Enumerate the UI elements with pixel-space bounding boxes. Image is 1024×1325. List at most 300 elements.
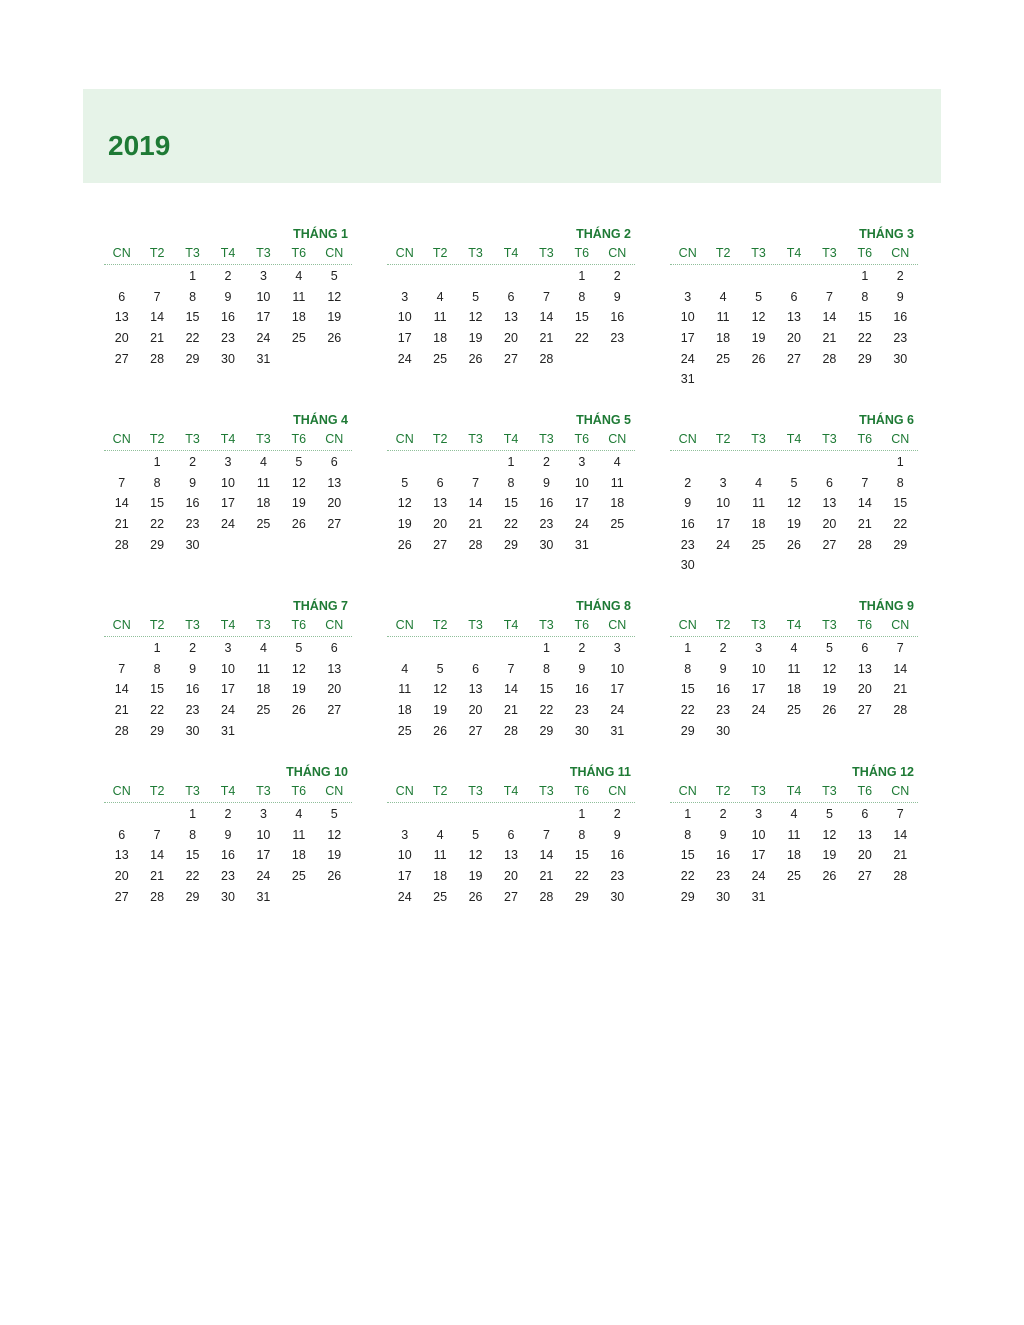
day-cell: 4 <box>436 827 444 842</box>
day-cell: 5 <box>755 289 763 304</box>
day-cell: 23 <box>185 517 200 532</box>
day-cell: 23 <box>539 517 554 532</box>
day-cell: 12 <box>397 496 412 511</box>
day-cell: 14 <box>822 310 837 325</box>
month-calendar <box>387 764 635 907</box>
day-cell: 2 <box>719 641 727 655</box>
month-calendar <box>670 412 918 576</box>
day-cell: 18 <box>256 496 271 511</box>
day-cell: 9 <box>224 289 232 304</box>
day-cell: 6 <box>472 661 480 676</box>
day-cell: 29 <box>504 537 518 552</box>
weekday-header <box>670 616 918 637</box>
day-cell: 4 <box>259 641 267 655</box>
day-cell: 8 <box>507 475 515 490</box>
day-cell: 15 <box>893 496 908 511</box>
day-cell: 9 <box>189 661 197 676</box>
month-title: THÁNG 11 <box>569 765 631 779</box>
day-cell: 26 <box>291 703 306 718</box>
day-cell: 24 <box>680 351 695 366</box>
day-cell: 12 <box>468 310 483 325</box>
day-cell: 11 <box>398 682 412 697</box>
day-cell: 16 <box>185 496 200 511</box>
day-cell: 5 <box>472 289 480 304</box>
day-cell: 6 <box>507 827 515 842</box>
day-cell: 1 <box>153 641 161 655</box>
weekday-label: T3 <box>751 784 766 798</box>
day-cell: 8 <box>189 827 197 842</box>
month-calendar <box>670 598 918 741</box>
empty-day-cell <box>422 804 457 825</box>
weekday-label: CN <box>608 618 627 632</box>
weekday-label: T2 <box>149 784 165 798</box>
day-cell: 16 <box>574 682 589 697</box>
day-cell: 30 <box>221 351 235 366</box>
day-cell: 17 <box>256 848 271 863</box>
day-cell: 13 <box>327 661 342 676</box>
day-cell: 11 <box>433 310 447 325</box>
day-cell: 26 <box>327 331 342 346</box>
day-cell: 12 <box>327 289 342 304</box>
day-cell: 12 <box>822 661 837 676</box>
day-cell: 12 <box>787 496 801 511</box>
month-calendar <box>104 226 352 369</box>
weekday-label: T6 <box>857 246 873 260</box>
day-cell: 9 <box>719 661 727 676</box>
day-cell: 13 <box>787 310 801 325</box>
day-cell: 16 <box>716 848 731 863</box>
day-cell: 15 <box>857 310 872 325</box>
day-cell: 15 <box>680 682 695 697</box>
day-cell: 2 <box>613 269 621 283</box>
day-cell: 23 <box>680 537 695 552</box>
day-cell: 5 <box>295 455 303 469</box>
day-cell: 27 <box>504 351 518 366</box>
day-cell: 17 <box>751 848 766 863</box>
day-cell: 14 <box>504 682 518 697</box>
day-cell: 30 <box>610 889 625 904</box>
day-cell: 9 <box>224 827 232 842</box>
day-cell: 17 <box>751 682 766 697</box>
day-cell: 15 <box>504 496 518 511</box>
weekday-label: T3 <box>751 246 766 260</box>
day-cell: 1 <box>684 807 692 821</box>
day-cell: 23 <box>610 331 625 346</box>
day-cell: 22 <box>893 517 908 532</box>
day-cell: 20 <box>114 331 129 346</box>
day-cell: 3 <box>719 475 727 490</box>
weekday-label: CN <box>891 432 910 446</box>
weekday-label: T4 <box>503 432 519 446</box>
day-cell: 16 <box>680 517 695 532</box>
day-cell: 31 <box>256 351 271 366</box>
day-cell: 8 <box>684 661 692 676</box>
empty-day-cell <box>422 452 457 473</box>
empty-day-cell <box>104 452 139 473</box>
day-cell: 20 <box>787 331 801 346</box>
day-cell: 4 <box>401 661 409 676</box>
day-cell: 25 <box>751 537 766 552</box>
weekday-label: T2 <box>715 784 731 798</box>
day-cell: 14 <box>539 310 554 325</box>
weekday-header <box>104 430 352 451</box>
weekday-label: T2 <box>715 246 731 260</box>
day-cell: 26 <box>327 869 342 884</box>
day-cell: 1 <box>542 641 550 655</box>
day-cell: 23 <box>185 703 200 718</box>
day-cell: 7 <box>507 661 515 676</box>
day-cell: 1 <box>189 807 197 821</box>
day-cell: 22 <box>504 517 518 532</box>
day-cell: 2 <box>189 455 197 469</box>
day-cell: 30 <box>716 723 731 738</box>
weekday-header <box>104 616 352 637</box>
day-cell: 14 <box>893 827 908 842</box>
day-cell: 31 <box>574 537 589 552</box>
day-cell: 7 <box>896 807 904 821</box>
day-cell: 7 <box>153 289 161 304</box>
weekday-label: T3 <box>539 784 554 798</box>
day-cell: 1 <box>507 455 515 469</box>
day-cell: 1 <box>578 807 586 821</box>
day-cell: 24 <box>751 869 766 884</box>
day-cell: 13 <box>857 827 872 842</box>
day-cell: 3 <box>401 827 409 842</box>
weekday-label: T6 <box>574 432 590 446</box>
day-cell: 17 <box>221 682 235 697</box>
day-cell: 15 <box>574 848 589 863</box>
day-cell: 27 <box>433 537 448 552</box>
day-cell: 6 <box>118 289 126 304</box>
day-cell: 23 <box>893 331 908 346</box>
day-cell: 8 <box>896 475 904 490</box>
weekday-header <box>670 430 918 451</box>
day-cell: 30 <box>680 558 695 573</box>
weekday-header <box>387 782 635 803</box>
day-cell: 15 <box>574 310 589 325</box>
weekday-label: T3 <box>822 432 837 446</box>
day-cell: 19 <box>291 496 306 511</box>
day-cell: 28 <box>857 537 872 552</box>
day-cell: 18 <box>787 848 801 863</box>
weekday-label: T2 <box>715 618 731 632</box>
empty-day-cell <box>493 266 528 287</box>
weekday-label: CN <box>325 432 344 446</box>
month-title: THÁNG 10 <box>286 765 348 779</box>
day-cell: 7 <box>153 827 161 842</box>
weekday-label: CN <box>678 784 697 798</box>
day-cell: 4 <box>719 289 727 304</box>
month-calendar <box>104 764 352 907</box>
day-cell: 30 <box>185 537 200 552</box>
day-cell: 11 <box>433 848 447 863</box>
day-cell: 25 <box>787 703 801 718</box>
day-cell: 11 <box>787 827 801 842</box>
day-cell: 14 <box>150 310 165 325</box>
weekday-label: T3 <box>751 432 766 446</box>
day-cell: 5 <box>825 807 833 821</box>
weekday-label: T4 <box>220 784 236 798</box>
day-cell: 1 <box>189 269 197 283</box>
day-cell: 3 <box>224 641 232 655</box>
weekday-label: T3 <box>822 784 837 798</box>
weekday-label: CN <box>325 784 344 798</box>
weekday-label: T3 <box>185 246 200 260</box>
day-cell: 11 <box>716 310 730 325</box>
empty-day-cell <box>493 804 528 825</box>
day-cell: 28 <box>539 351 554 366</box>
weekday-label: T3 <box>468 246 483 260</box>
day-cell: 11 <box>752 496 766 511</box>
day-cell: 24 <box>574 517 589 532</box>
day-cell: 26 <box>822 703 837 718</box>
day-cell: 20 <box>857 848 872 863</box>
empty-day-cell <box>387 452 422 473</box>
day-cell: 22 <box>150 517 165 532</box>
day-cell: 23 <box>574 703 589 718</box>
weekday-label: CN <box>608 246 627 260</box>
weekday-label: T6 <box>291 618 307 632</box>
day-cell: 24 <box>751 703 766 718</box>
weekday-label: T3 <box>185 618 200 632</box>
empty-day-cell <box>387 638 422 659</box>
weekday-label: CN <box>608 784 627 798</box>
weekday-label: T4 <box>503 246 519 260</box>
weekday-label: T2 <box>432 784 448 798</box>
day-cell: 30 <box>574 723 589 738</box>
weekday-label: T6 <box>291 784 307 798</box>
day-cell: 27 <box>857 703 872 718</box>
day-cell: 27 <box>327 517 342 532</box>
empty-day-cell <box>776 266 811 287</box>
day-cell: 24 <box>221 703 235 718</box>
weekday-label: CN <box>112 432 131 446</box>
month-title: THÁNG 1 <box>293 227 348 241</box>
day-cell: 20 <box>468 703 483 718</box>
day-cell: 26 <box>468 889 483 904</box>
day-cell: 14 <box>114 682 129 697</box>
weekday-label: T3 <box>256 246 271 260</box>
day-cell: 20 <box>327 682 342 697</box>
weekday-label: T6 <box>857 618 873 632</box>
empty-day-cell <box>812 266 847 287</box>
day-cell: 14 <box>893 661 908 676</box>
day-cell: 3 <box>578 455 586 469</box>
weekday-label: CN <box>678 246 697 260</box>
day-cell: 2 <box>613 807 621 821</box>
day-cell: 29 <box>185 889 200 904</box>
day-cell: 9 <box>189 475 197 490</box>
day-cell: 29 <box>893 537 908 552</box>
day-cell: 11 <box>256 475 270 490</box>
day-cell: 16 <box>610 848 625 863</box>
day-cell: 20 <box>114 869 129 884</box>
day-cell: 29 <box>857 351 872 366</box>
day-cell: 26 <box>397 537 412 552</box>
day-cell: 16 <box>185 682 200 697</box>
day-cell: 13 <box>504 310 518 325</box>
day-grid <box>104 265 352 369</box>
day-cell: 20 <box>857 682 872 697</box>
day-cell: 1 <box>861 269 869 283</box>
day-cell: 28 <box>893 869 908 884</box>
day-cell: 31 <box>610 723 625 738</box>
day-cell: 12 <box>751 310 766 325</box>
month-calendar <box>387 412 635 555</box>
day-cell: 9 <box>542 475 550 490</box>
day-cell: 8 <box>189 289 197 304</box>
day-cell: 1 <box>578 269 586 283</box>
day-cell: 29 <box>150 723 165 738</box>
day-cell: 27 <box>114 889 129 904</box>
weekday-label: CN <box>395 246 414 260</box>
weekday-label: CN <box>395 432 414 446</box>
day-cell: 13 <box>327 475 342 490</box>
day-cell: 30 <box>221 889 235 904</box>
day-cell: 5 <box>825 641 833 655</box>
day-cell: 18 <box>433 331 448 346</box>
day-cell: 6 <box>330 641 338 655</box>
day-cell: 31 <box>751 889 766 904</box>
day-cell: 11 <box>256 661 270 676</box>
day-cell: 21 <box>150 331 165 346</box>
day-cell: 12 <box>468 848 483 863</box>
day-grid <box>104 451 352 555</box>
day-cell: 18 <box>291 848 306 863</box>
day-cell: 9 <box>719 827 727 842</box>
day-cell: 3 <box>401 289 409 304</box>
day-cell: 26 <box>822 869 837 884</box>
day-cell: 6 <box>825 475 833 490</box>
weekday-label: T6 <box>574 784 590 798</box>
day-cell: 28 <box>114 723 129 738</box>
day-cell: 3 <box>259 807 267 821</box>
day-cell: 16 <box>893 310 908 325</box>
empty-day-cell <box>458 638 493 659</box>
day-cell: 18 <box>716 331 731 346</box>
weekday-label: CN <box>112 618 131 632</box>
day-cell: 6 <box>118 827 126 842</box>
weekday-label: CN <box>608 432 627 446</box>
day-cell: 19 <box>751 331 766 346</box>
weekday-label: CN <box>395 784 414 798</box>
empty-day-cell <box>529 266 564 287</box>
day-cell: 19 <box>397 517 412 532</box>
day-cell: 4 <box>436 289 444 304</box>
day-cell: 16 <box>610 310 625 325</box>
weekday-label: T3 <box>256 432 271 446</box>
day-cell: 3 <box>684 289 692 304</box>
day-cell: 15 <box>150 682 165 697</box>
day-cell: 17 <box>574 496 589 511</box>
day-cell: 24 <box>716 537 731 552</box>
day-cell: 21 <box>539 331 554 346</box>
day-cell: 13 <box>857 661 872 676</box>
day-cell: 2 <box>719 807 727 821</box>
day-cell: 25 <box>716 351 731 366</box>
weekday-label: T2 <box>149 246 165 260</box>
day-cell: 18 <box>787 682 801 697</box>
month-title: THÁNG 5 <box>576 413 631 427</box>
day-cell: 7 <box>861 475 869 490</box>
empty-day-cell <box>458 452 493 473</box>
weekday-label: T4 <box>786 432 802 446</box>
empty-day-cell <box>529 804 564 825</box>
day-cell: 13 <box>504 848 518 863</box>
day-cell: 5 <box>330 269 338 283</box>
weekday-label: T3 <box>468 432 483 446</box>
day-cell: 10 <box>256 289 271 304</box>
weekday-label: CN <box>891 784 910 798</box>
day-cell: 20 <box>504 869 518 884</box>
empty-day-cell <box>741 452 776 473</box>
day-cell: 14 <box>150 848 165 863</box>
day-cell: 30 <box>716 889 731 904</box>
day-cell: 9 <box>896 289 904 304</box>
weekday-label: T4 <box>786 618 802 632</box>
day-cell: 21 <box>504 703 518 718</box>
empty-day-cell <box>705 266 740 287</box>
day-cell: 5 <box>436 661 444 676</box>
day-cell: 3 <box>613 641 621 655</box>
empty-day-cell <box>458 804 493 825</box>
weekday-label: T2 <box>432 246 448 260</box>
day-cell: 12 <box>327 827 342 842</box>
weekday-header <box>387 244 635 265</box>
day-cell: 24 <box>397 889 412 904</box>
weekday-label: T4 <box>503 618 519 632</box>
day-cell: 27 <box>504 889 518 904</box>
day-cell: 6 <box>861 807 869 821</box>
day-cell: 4 <box>259 455 267 469</box>
weekday-label: CN <box>112 784 131 798</box>
day-cell: 4 <box>295 807 303 821</box>
day-cell: 7 <box>896 641 904 655</box>
day-cell: 15 <box>680 848 695 863</box>
weekday-label: CN <box>325 618 344 632</box>
day-cell: 19 <box>327 310 342 325</box>
weekday-label: T4 <box>220 618 236 632</box>
day-cell: 3 <box>755 807 763 821</box>
day-cell: 10 <box>221 475 235 490</box>
day-cell: 27 <box>822 537 837 552</box>
day-cell: 9 <box>613 289 621 304</box>
day-cell: 6 <box>436 475 444 490</box>
day-cell: 21 <box>857 517 872 532</box>
day-cell: 15 <box>150 496 165 511</box>
weekday-header <box>104 244 352 265</box>
weekday-header <box>387 616 635 637</box>
day-cell: 23 <box>221 331 235 346</box>
month-title: THÁNG 9 <box>859 599 914 613</box>
day-grid <box>670 265 918 390</box>
month-calendar <box>670 226 918 390</box>
day-cell: 19 <box>822 682 837 697</box>
day-cell: 21 <box>539 869 554 884</box>
day-cell: 10 <box>221 661 235 676</box>
day-cell: 10 <box>680 310 695 325</box>
day-cell: 6 <box>330 455 338 469</box>
day-cell: 16 <box>221 848 235 863</box>
month-calendar <box>670 764 918 907</box>
day-cell: 14 <box>468 496 483 511</box>
day-cell: 12 <box>291 475 306 490</box>
day-cell: 31 <box>221 723 235 738</box>
day-cell: 1 <box>153 455 161 469</box>
weekday-header <box>104 782 352 803</box>
day-cell: 23 <box>716 869 731 884</box>
day-cell: 21 <box>114 517 129 532</box>
